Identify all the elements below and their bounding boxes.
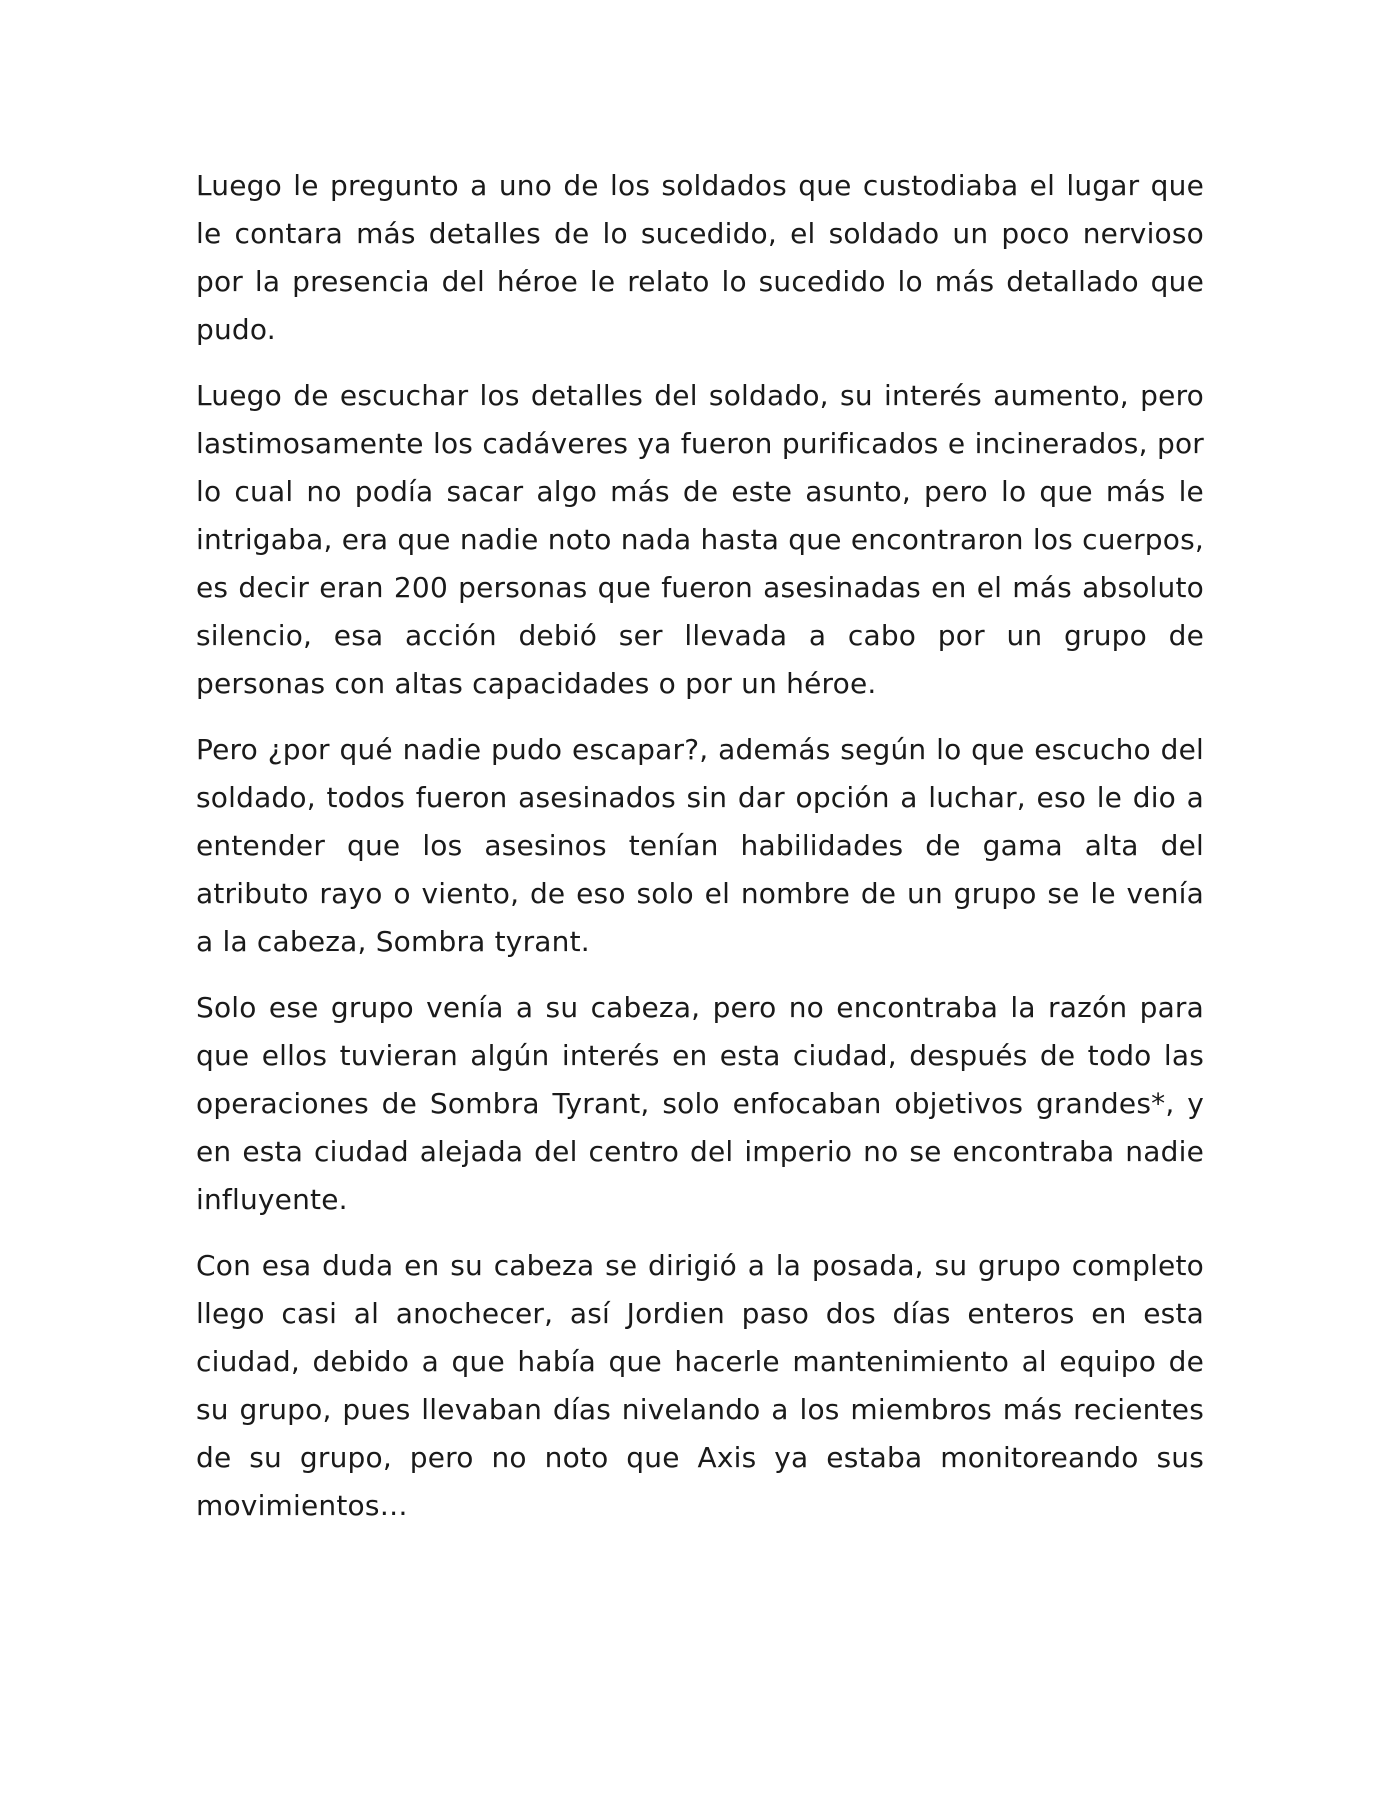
paragraph-1: Luego le pregunto a uno de los soldados que custodiaba el lugar que le contara más detalles de lo sucedido, el soldado un poco nervioso por la presencia del héroe le relato lo sucedido lo más detallado que pudo. — [196, 169, 1204, 346]
paragraph-3: Pero ¿por qué nadie pudo escapar?, además según lo que escucho del soldado, todos fueron asesinados sin dar opción a luchar, eso le dio a entender que los asesinos tenían habilidades de gama alta del atributo rayo o viento, de eso solo el nombre de un grupo se le venía a la cabeza, Sombra tyrant. — [196, 733, 1204, 958]
paragraph-4: Solo ese grupo venía a su cabeza, pero no encontraba la razón para que ellos tuvieran algún interés en esta ciudad, después de todo las operaciones de Sombra Tyrant, solo enfocaban objetivos grandes*, y en esta ciudad alejada del centro del imperio no se encontraba nadie influyente. — [196, 991, 1204, 1216]
text-body — [196, 162, 1204, 1548]
paragraph-5: Con esa duda en su cabeza se dirigió a la posada, su grupo completo llego casi al anochecer, así Jordien paso dos días enteros en esta ciudad, debido a que había que hacerle mantenimiento al equipo de su grupo, pues llevaban días nivelando a los miembros más recientes de su grupo, pero no noto que Axis ya estaba monitoreando sus movimientos… — [196, 1249, 1204, 1522]
paragraph-2: Luego de escuchar los detalles del soldado, su interés aumento, pero lastimosamente los cadáveres ya fueron purificados e incinerados, por lo cual no podía sacar algo más de este asunto, pero lo que más le intrigaba, era que nadie noto nada hasta que encontraron los cuerpos, es decir eran 200 personas que fueron asesinadas en el más absoluto silencio, esa acción debió ser llevada a cabo por un grupo de personas con altas capacidades o por un héroe. — [196, 379, 1204, 700]
